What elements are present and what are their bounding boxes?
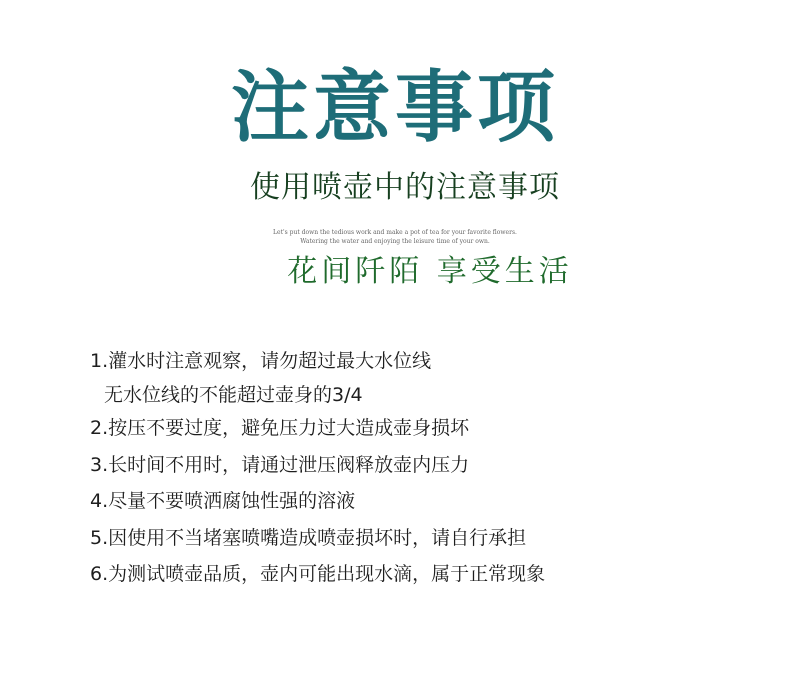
page-subtitle: 使用喷壶中的注意事项 [250, 170, 560, 205]
slogan: 花间阡陌 享受生活 [287, 254, 573, 289]
note-item: 5.因使用不当堵塞喷嘴造成喷壶损坏时，请自行承担 [90, 527, 527, 549]
note-item-continuation: 无水位线的不能超过壶身的3/4 [104, 384, 363, 406]
note-item: 4.尽量不要喷洒腐蚀性强的溶液 [90, 490, 356, 512]
note-item: 1.灌水时注意观察，请勿超过最大水位线 [90, 350, 432, 372]
english-caption-line: Watering the water and enjoying the leisure time of your own. [300, 238, 490, 245]
page-title: 注意事项 [230, 63, 559, 153]
english-caption [0, 228, 790, 246]
note-item: 2.按压不要过度，避免压力过大造成壶身损坏 [90, 417, 470, 439]
note-item: 6.为测试喷壶品质，壶内可能出现水滴，属于正常现象 [90, 563, 546, 585]
english-caption-line: Let's put down the tedious work and make a pot of tea for your favorite flowers. [273, 229, 517, 236]
note-item: 3.长时间不用时，请通过泄压阀释放壶内压力 [90, 454, 470, 476]
